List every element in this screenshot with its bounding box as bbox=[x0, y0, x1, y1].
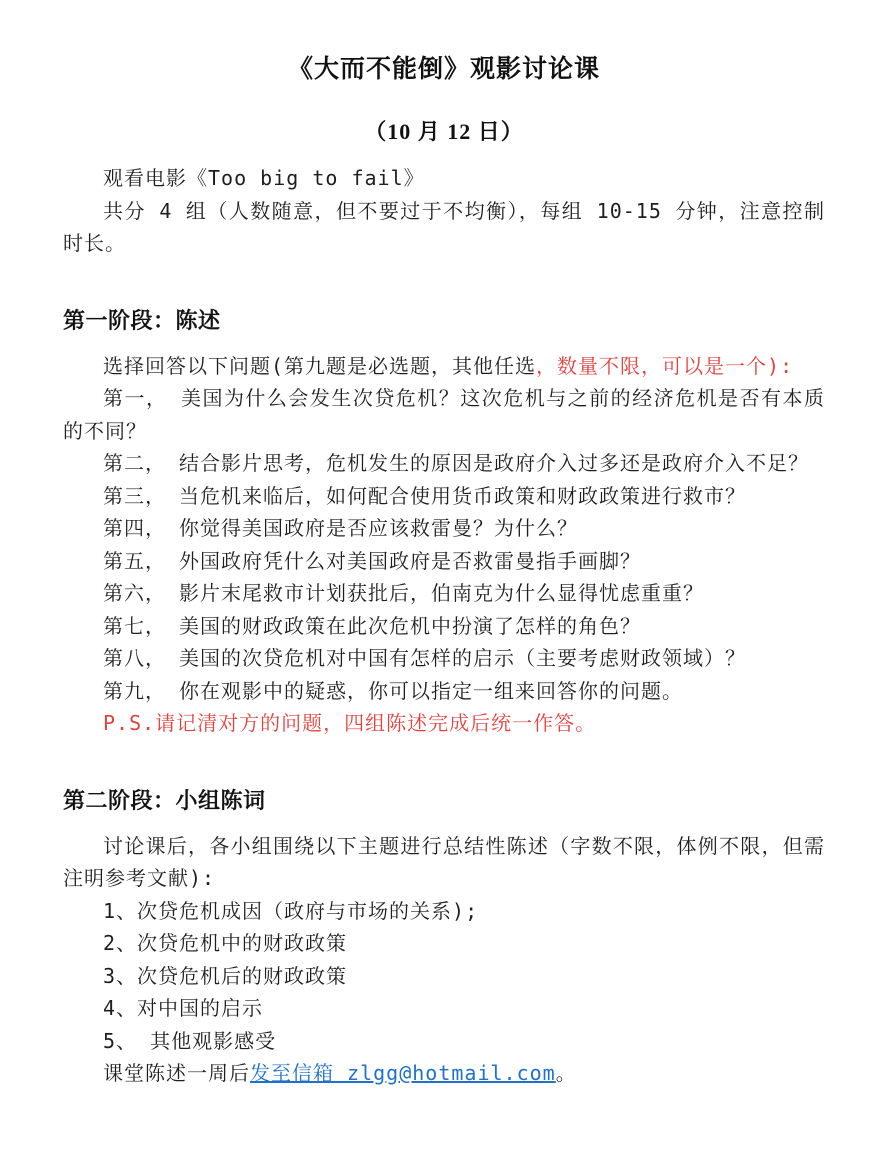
document-date: （10 月 12 日） bbox=[364, 119, 524, 144]
intro-groups-line: 共分 4 组（人数随意，但不要过于不均衡），每组 10-15 分钟，注意控制时长。 bbox=[63, 198, 825, 255]
section1-intro bbox=[63, 350, 825, 383]
section1-heading: 第一阶段：陈述 bbox=[63, 307, 221, 333]
topic-list bbox=[63, 895, 825, 1058]
ps-note: P.S.请记清对方的问题，四组陈述完成后统一作答。 bbox=[103, 711, 597, 735]
email-link[interactable]: 发至信箱 zlgg@hotmail.com bbox=[250, 1061, 556, 1085]
submission-prefix: 课堂陈述一周后 bbox=[103, 1061, 250, 1085]
question-item-3: 第三， 当危机来临后，如何配合使用货币政策和财政政策进行救市？ bbox=[103, 483, 747, 508]
question-item-4: 第四， 你觉得美国政府是否应该救雷曼？为什么？ bbox=[103, 516, 579, 540]
question-list bbox=[63, 382, 825, 707]
question-item-1: 第一， 美国为什么会发生次贷危机？这次危机与之前的经济危机是否有本质的不同？ bbox=[63, 386, 825, 443]
topic-item-2: 2、次贷危机中的财政政策 bbox=[103, 931, 348, 955]
intro-movie-line: 观看电影《Too big to fail》 bbox=[103, 166, 425, 190]
section2-intro: 讨论课后，各小组围绕以下主题进行总结性陈述（字数不限，体例不限，但需注明参考文献): bbox=[63, 833, 825, 890]
question-item-7: 第七， 美国的财政政策在此次危机中扮演了怎样的角色？ bbox=[103, 613, 642, 638]
section2-heading: 第二阶段：小组陈词 bbox=[63, 787, 266, 813]
document-title: 《大而不能倒》观影讨论课 bbox=[287, 56, 600, 83]
question-item-6: 第六， 影片末尾救市计划获批后，伯南克为什么显得忧虑重重？ bbox=[103, 581, 705, 605]
submission-suffix: 。 bbox=[555, 1061, 577, 1085]
question-item-9: 第九， 你在观影中的疑惑，你可以指定一组来回答你的问题。 bbox=[103, 678, 684, 703]
submission-line bbox=[63, 1057, 825, 1090]
topic-item-1: 1、次贷危机成因（政府与市场的关系); bbox=[103, 898, 479, 923]
topic-item-5: 5、 其他观影感受 bbox=[103, 1028, 277, 1053]
question-item-5: 第五， 外国政府凭什么对美国政府是否救雷曼指手画脚？ bbox=[103, 548, 642, 573]
section1-intro-text: 选择回答以下问题(第九题是必选题，其他任选 bbox=[103, 353, 537, 378]
question-item-2: 第二， 结合影片思考，危机发生的原因是政府介入过多还是政府介入不足？ bbox=[103, 451, 810, 475]
question-item-8: 第八， 美国的次贷危机对中国有怎样的启示（主要考虑财政领域）？ bbox=[103, 646, 747, 670]
topic-item-3: 3、次贷危机后的财政政策 bbox=[103, 963, 348, 988]
section1-intro-red-note: ，数量不限，可以是一个): bbox=[536, 353, 794, 378]
topic-item-4: 4、对中国的启示 bbox=[103, 996, 264, 1020]
